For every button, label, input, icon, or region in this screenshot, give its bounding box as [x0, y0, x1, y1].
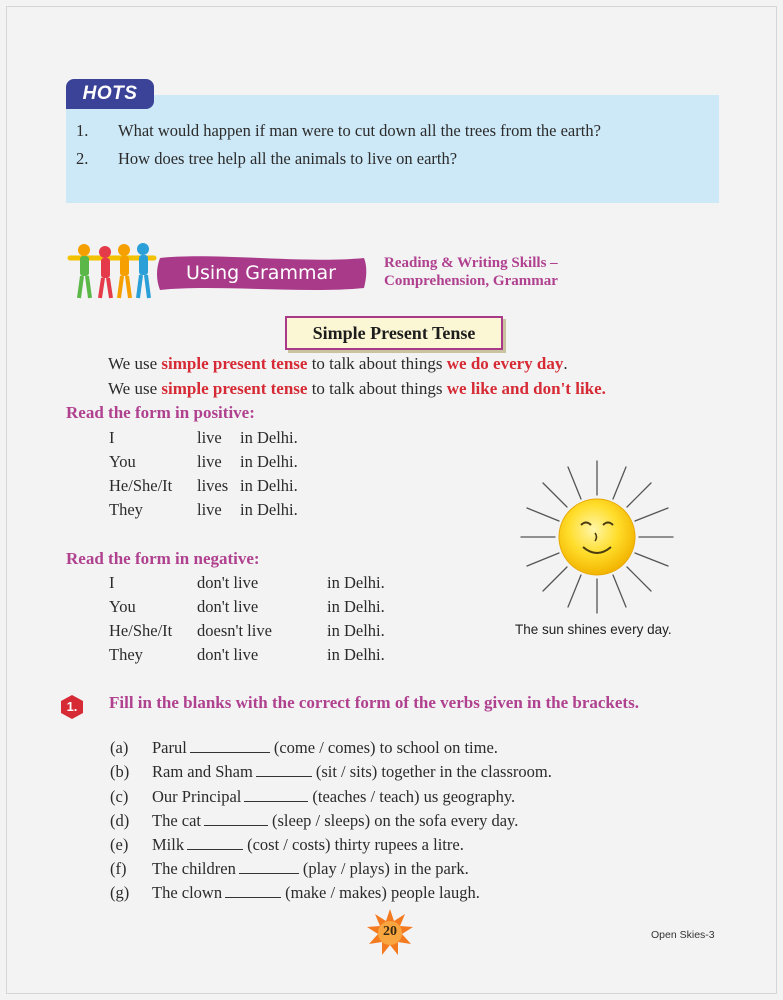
- children-holding-hands-icon: [66, 242, 158, 300]
- usage-highlight: simple present tense: [161, 354, 308, 373]
- question-text: What would happen if man were to cut down all the trees from the earth?: [118, 121, 601, 140]
- footer-book-title: Open Skies-3: [651, 929, 715, 941]
- answer-blank[interactable]: [239, 872, 299, 874]
- item-label: (g): [110, 883, 130, 902]
- exercise-item-b: [110, 762, 552, 782]
- table-cell: in Delhi.: [327, 573, 385, 592]
- table-cell: live: [197, 500, 222, 519]
- answer-blank[interactable]: [256, 775, 312, 777]
- item-before: Parul: [152, 738, 187, 757]
- exercise-item-g: [110, 883, 480, 903]
- table-cell: in Delhi.: [327, 645, 385, 664]
- skills-label: [384, 254, 558, 290]
- table-cell: in Delhi.: [240, 500, 298, 519]
- usage-line-1: [108, 354, 568, 374]
- hots-question-1: [76, 121, 601, 141]
- table-cell: live: [197, 428, 222, 447]
- item-after: (teaches / teach) us geography.: [312, 787, 516, 806]
- table-cell: don't live: [197, 645, 259, 664]
- usage-highlight: we like and don't like.: [446, 379, 606, 398]
- item-label: (d): [110, 811, 130, 830]
- usage-text: We use: [108, 354, 162, 373]
- item-after: (sit / sits) together in the classroom.: [315, 762, 552, 781]
- table-cell: in Delhi.: [240, 452, 298, 471]
- exercise-item-e: [110, 835, 464, 855]
- usage-line-2: [108, 379, 606, 399]
- table-cell: They: [109, 645, 143, 664]
- table-cell: doesn't live: [197, 621, 272, 640]
- hots-tag: HOTS: [66, 79, 154, 109]
- table-cell: in Delhi.: [327, 621, 385, 640]
- item-after: (cost / costs) thirty rupees a litre.: [247, 835, 464, 854]
- exercise-item-c: [110, 787, 515, 807]
- item-label: (f): [110, 859, 127, 878]
- answer-blank[interactable]: [225, 896, 281, 898]
- page-number: 20: [383, 924, 397, 939]
- usage-highlight: we do every day: [446, 354, 564, 373]
- item-after: (sleep / sleeps) on the sofa every day.: [272, 811, 519, 830]
- question-text: How does tree help all the animals to live on earth?: [118, 149, 458, 168]
- table-cell: don't live: [197, 597, 259, 616]
- usage-text: to talk about things: [307, 379, 447, 398]
- table-cell: lives: [197, 476, 229, 495]
- negative-heading: Read the form in negative:: [66, 549, 260, 568]
- table-cell: You: [109, 452, 136, 471]
- table-cell: in Delhi.: [327, 597, 385, 616]
- answer-blank[interactable]: [244, 800, 308, 802]
- topic-title: Simple Present Tense: [285, 316, 503, 350]
- item-before: Our Principal: [152, 787, 242, 806]
- item-before: The children: [152, 859, 236, 878]
- item-label: (b): [110, 762, 130, 781]
- table-cell: live: [197, 452, 222, 471]
- question-number: 1.: [76, 121, 89, 140]
- smiling-sun-icon: [515, 455, 680, 620]
- table-cell: You: [109, 597, 136, 616]
- table-cell: in Delhi.: [240, 428, 298, 447]
- usage-text: .: [563, 354, 568, 373]
- table-cell: don't live: [197, 573, 259, 592]
- exercise-item-d: [110, 811, 518, 831]
- hots-question-2: [76, 149, 457, 169]
- skills-line-2: Comprehension, Grammar: [384, 273, 558, 289]
- question-number: 2.: [76, 149, 89, 168]
- positive-heading: Read the form in positive:: [66, 403, 255, 422]
- item-before: Milk: [152, 835, 185, 854]
- skills-line-1: Reading & Writing Skills –: [384, 255, 558, 271]
- answer-blank[interactable]: [190, 751, 270, 753]
- answer-blank[interactable]: [204, 824, 268, 826]
- usage-text: We use: [108, 379, 162, 398]
- table-cell: He/She/It: [109, 621, 173, 640]
- exercise-item-f: [110, 859, 469, 879]
- table-cell: They: [109, 500, 143, 519]
- item-label: (a): [110, 738, 129, 757]
- item-after: (make / makes) people laugh.: [285, 883, 480, 902]
- item-before: Ram and Sham: [152, 762, 253, 781]
- table-cell: in Delhi.: [240, 476, 298, 495]
- table-cell: He/She/It: [109, 476, 173, 495]
- using-grammar-title: Using Grammar: [186, 262, 336, 284]
- usage-text: to talk about things: [307, 354, 447, 373]
- item-before: The cat: [152, 811, 202, 830]
- table-cell: I: [109, 573, 115, 592]
- answer-blank[interactable]: [187, 848, 243, 850]
- exercise-number: 1.: [66, 699, 78, 714]
- exercise-title: Fill in the blanks with the correct form of the verbs given in the brackets.: [109, 693, 639, 712]
- item-before: The clown: [152, 883, 223, 902]
- sun-caption: The sun shines every day.: [515, 622, 672, 637]
- item-after: (play / plays) in the park.: [302, 859, 469, 878]
- item-after: (come / comes) to school on time.: [273, 738, 498, 757]
- exercise-item-a: [110, 738, 498, 758]
- item-label: (e): [110, 835, 129, 854]
- usage-highlight: simple present tense: [161, 379, 308, 398]
- item-label: (c): [110, 787, 129, 806]
- table-cell: I: [109, 428, 115, 447]
